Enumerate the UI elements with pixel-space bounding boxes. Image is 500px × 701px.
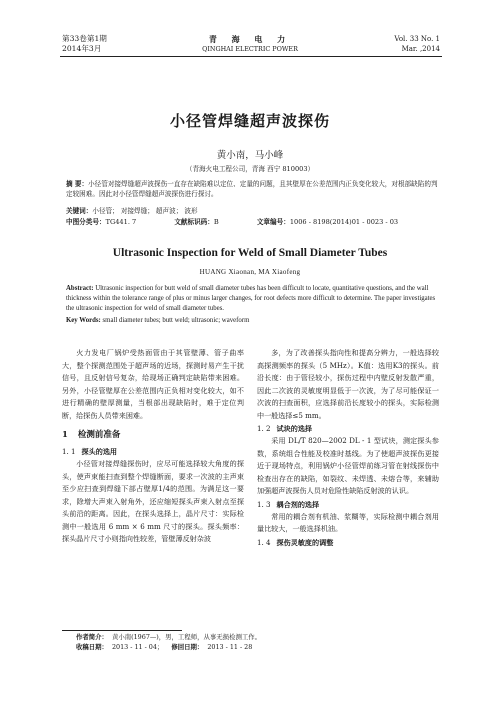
revised-date-label: 修回日期： xyxy=(171,643,204,651)
body-column-right xyxy=(257,347,439,549)
abstract-en xyxy=(66,284,438,314)
journal-name xyxy=(150,34,350,54)
journal-issue xyxy=(62,34,107,54)
abstract-cn xyxy=(66,179,438,199)
section-1-4-heading: 1. 4 探伤灵敏度的调整 xyxy=(257,537,334,547)
abstract-cn-text: 小径管对接焊缝超声波探伤一直存在缺陷难以定位、定量的问题，且其壁厚在公差范围内正负变化较大，对根部缺陷的判定较困难。因此对小径管焊缝超声波探伤进行探讨。 xyxy=(66,180,438,198)
classification-line xyxy=(66,217,438,227)
section-1-2-paragraph: 采用 DL/T 820—2002 DL - 1 型试块，测定探头参数，系统组合性能及校准时基线。为了使超声波探伤更接近于现场特点，利用锅炉小径管焊前练习管在射线探伤中检查出存在的缺陷，如裂纹、未焊透、未熔合等，来辅助加强超声波探伤人员对危险性缺陷反射波的认识。 xyxy=(257,436,439,495)
clc-value: TG441. 7 xyxy=(105,218,137,226)
journal-volume xyxy=(394,34,440,54)
journal-name-cn: 青 海 电 力 xyxy=(208,34,292,44)
section-1-1-paragraph: 小径管对接焊缝探伤时，应尽可能选择较大角度的探头，使声束能扫查到整个焊缝断面，要求一次波的主声束至少应扫查到焊缝下部占壁厚1/4的范围。为满足这一要求，除增大声束入射角外，还应缩短探头声束入射点至探头前沿的距离。因此，在探头选择上，晶片尺寸：实际检测中一般选用 6 mm × 6 mm 尺寸的探头。探头频率：探头晶片尺寸小则指向性较差，管壁薄反射杂波 xyxy=(62,459,244,543)
section-1-3-paragraph: 常用的耦合剂有机油、浆糊等，实际检测中耦合剂用量比较大，一般选择机油。 xyxy=(257,511,439,533)
received-date-label: 收稿日期： xyxy=(76,643,108,651)
article-number-label: 文章编号： xyxy=(256,218,290,226)
footnote-rule xyxy=(62,630,182,631)
abstract-cn-label: 摘 要： xyxy=(66,180,89,188)
journal-name-en: QINGHAI ELECTRIC POWER xyxy=(202,45,298,53)
header-rule xyxy=(60,56,442,57)
abstract-en-text: Ultrasonic inspection for butt weld of small diameter tubes has been difficult to locate, quantitative questions, and the wall thickness within the tolerance range of plus or minus larger changes, for root defects more difficult to determine. The paper investigates the ultrasonic inspection for weld of small diameter tubes. xyxy=(66,285,436,312)
issue-date: 2014年3月 xyxy=(62,44,102,53)
section-1-1-heading: 1. 1 探头的选用 xyxy=(62,447,118,456)
keywords-cn-label: 关键词： xyxy=(66,207,93,215)
volume-number: Vol. 33 No. 1 xyxy=(394,35,440,43)
volume-month: Mar. ,2014 xyxy=(401,45,440,53)
body-column-left xyxy=(62,347,244,546)
authors-en: HUANG Xiaonan, MA Xiaofeng xyxy=(199,268,301,276)
section-1-3-heading: 1. 3 耦合剂的选择 xyxy=(257,499,320,509)
doc-code-label: 文献标识码： xyxy=(174,218,214,226)
paper-title-cn: 小径管焊缝超声波探伤 xyxy=(169,112,330,130)
author-bio-text: 黄小南(1967—)，男，工程师，从事无损检测工作。 xyxy=(111,633,262,641)
keywords-en xyxy=(66,316,438,326)
intro-paragraph: 火力发电厂锅炉受热面管由于其管壁薄、管子曲率大，整个探测范围处于超声场的近场，探测时易产生干扰信号，且反射信号复杂，给现场正确判定缺陷带来困难。另外，小径管壁厚在公差范围内正负相对变化较大，如不进行精确的壁厚测量，当根部出现缺陷时，难于定位判断，给探伤人员带来困难。 xyxy=(62,348,244,420)
keywords-cn xyxy=(66,206,438,216)
footnote-dates xyxy=(76,642,252,652)
footnote-author xyxy=(76,632,261,642)
issue-number: 第33卷第1期 xyxy=(62,34,107,43)
probe-paragraph-continued: 多，为了改善探头指向性和提高分辨力，一般选择较高探测频率的探头（5 MHz）。K值：选用K3的探头。前沿长度：由于管径较小，探伤过程中内壁反射发散严重，因此二次波的灵敏度明显低于一次波，为了尽可能保证一次波的扫查面积，应选择前沿长度较小的探头，实际检测中一般选择≤5 mm。 xyxy=(257,348,439,420)
keywords-cn-text: 小径管； 对接焊缝； 超声波； 波形 xyxy=(92,207,198,215)
article-number-value: 1006 - 8198(2014)01 - 0023 - 03 xyxy=(289,218,399,226)
doc-code-value: B xyxy=(213,218,219,226)
authors-cn: 黄小南，马小峰 xyxy=(216,150,284,161)
section-1-heading: 1 检测前准备 xyxy=(62,430,121,440)
revised-date: 2013 - 11 - 28 xyxy=(207,643,253,651)
author-bio-label: 作者简介： xyxy=(76,633,108,641)
paper-title-en: Ultrasonic Inspection for Weld of Small Diameter Tubes xyxy=(112,247,388,259)
affiliation-cn: （青海火电工程公司，青海 西宁 810003） xyxy=(185,165,315,173)
keywords-en-text: small diameter tubes; butt weld; ultrasonic; waveform xyxy=(100,317,250,324)
abstract-en-label: Abstract: xyxy=(66,285,94,292)
keywords-en-label: Key Words: xyxy=(66,317,101,324)
received-date: 2013 - 11 - 04； xyxy=(111,643,164,651)
clc-label: 中图分类号： xyxy=(66,218,106,226)
section-1-2-heading: 1. 2 试块的选择 xyxy=(257,424,313,433)
